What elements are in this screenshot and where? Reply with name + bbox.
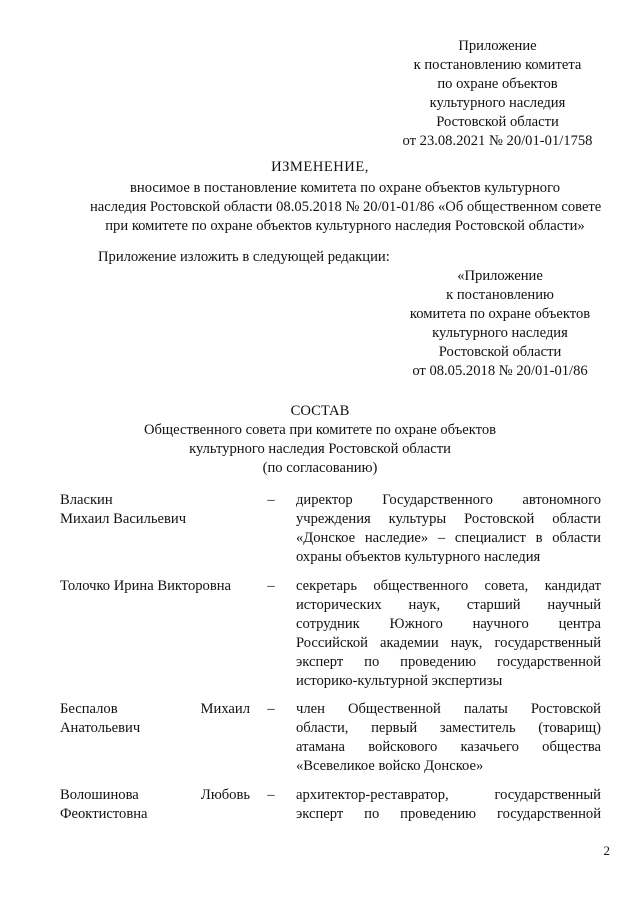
member-role-line: историко-культурной экспертизы bbox=[296, 673, 503, 689]
new-appendix-line: к постановлению bbox=[446, 287, 554, 303]
member-name bbox=[60, 700, 250, 738]
member-role-line: член Общественной палаты Ростовской bbox=[296, 701, 601, 717]
member-role-line: «Донское наследие» – специалист в области bbox=[296, 530, 601, 546]
member-row bbox=[60, 700, 605, 800]
member-role-line: секретарь общественного совета, кандидат bbox=[296, 578, 601, 594]
member-name-line: Волошинова Любовь bbox=[60, 787, 250, 803]
member-name-line: Анатольевич bbox=[60, 720, 141, 736]
composition-subtitle-line: (по согласованию) bbox=[262, 460, 378, 476]
appendix-header-line: Ростовской области bbox=[436, 114, 559, 130]
member-role-line: исторических наук, старший научный bbox=[296, 597, 601, 613]
member-role bbox=[296, 786, 601, 824]
composition-subtitle-line: Общественного совета при комитете по охране объектов bbox=[143, 422, 497, 438]
page-number: 2 bbox=[603, 843, 610, 858]
appendix-header-line: к постановлению комитета bbox=[413, 57, 582, 73]
member-role-line: архитектор-реставратор, государственный bbox=[296, 787, 601, 803]
member-row bbox=[60, 577, 605, 697]
appendix-header-line: по охране объектов bbox=[437, 76, 558, 92]
member-role-line: «Всевеликое войско Донское» bbox=[296, 758, 484, 774]
member-row bbox=[60, 786, 605, 836]
instruction-paragraph: Приложение изложить в следующей редакции: bbox=[98, 249, 390, 265]
member-name bbox=[60, 491, 250, 529]
new-appendix-line: от 08.05.2018 № 20/01-01/86 bbox=[412, 363, 588, 379]
amendment-subtitle-line: вносимое в постановление комитета по охране объектов культурного bbox=[130, 180, 560, 196]
composition-subtitle bbox=[110, 421, 530, 478]
new-appendix-header bbox=[400, 267, 600, 381]
member-name bbox=[60, 786, 250, 824]
amendment-subtitle-line: при комитете по охране объектов культурного наследия Ростовской области» bbox=[105, 218, 585, 234]
amendment-subtitle bbox=[90, 179, 600, 236]
member-role-line: области, первый заместитель (товарищ) bbox=[296, 720, 601, 736]
new-appendix-line: Ростовской области bbox=[438, 344, 562, 360]
new-appendix-line: комитета по охране объектов bbox=[409, 306, 591, 322]
member-role-line: эксперт по проведению государственной bbox=[296, 654, 601, 670]
member-role bbox=[296, 491, 601, 567]
member-dash: – bbox=[267, 701, 275, 717]
amendment-subtitle-line: наследия Ростовской области 08.05.2018 № 20/01-01/86 «Об общественном совете bbox=[90, 199, 602, 215]
member-name-line: Толочко Ирина Викторовна bbox=[60, 578, 232, 594]
member-role-line: Российской академии наук, государственный bbox=[296, 635, 601, 651]
member-dash: – bbox=[267, 578, 275, 594]
member-dash: – bbox=[267, 787, 275, 803]
member-name bbox=[60, 577, 250, 596]
composition-title: СОСТАВ bbox=[290, 403, 350, 419]
new-appendix-line: культурного наследия bbox=[432, 325, 568, 341]
member-role-line: атамана войскового казачьего общества bbox=[296, 739, 601, 755]
member-role-line: учреждения культуры Ростовской области bbox=[296, 511, 601, 527]
composition-subtitle-line: культурного наследия Ростовской области bbox=[189, 441, 451, 457]
appendix-header bbox=[395, 37, 600, 151]
member-role bbox=[296, 700, 601, 776]
new-appendix-line: «Приложение bbox=[457, 268, 543, 284]
member-name-line: Беспалов Михаил bbox=[60, 701, 250, 717]
member-name-line: Михаил Васильевич bbox=[60, 511, 187, 527]
member-row bbox=[60, 491, 605, 591]
member-name-line: Власкин bbox=[60, 492, 113, 508]
member-role-line: директор Государственного автономного bbox=[296, 492, 601, 508]
appendix-header-line: от 23.08.2021 № 20/01-01/1758 bbox=[402, 133, 593, 149]
member-dash: – bbox=[267, 492, 275, 508]
appendix-header-line: Приложение bbox=[458, 38, 537, 54]
appendix-header-line: культурного наследия bbox=[429, 95, 566, 111]
member-role-line: эксперт по проведению государственной bbox=[296, 806, 601, 822]
member-name-line: Феоктистовна bbox=[60, 806, 148, 822]
amendment-title: ИЗМЕНЕНИЕ, bbox=[271, 159, 369, 175]
member-role bbox=[296, 577, 601, 691]
member-role-line: охраны объектов культурного наследия bbox=[296, 549, 541, 565]
member-role-line: сотрудник Южного научного центра bbox=[296, 616, 601, 632]
